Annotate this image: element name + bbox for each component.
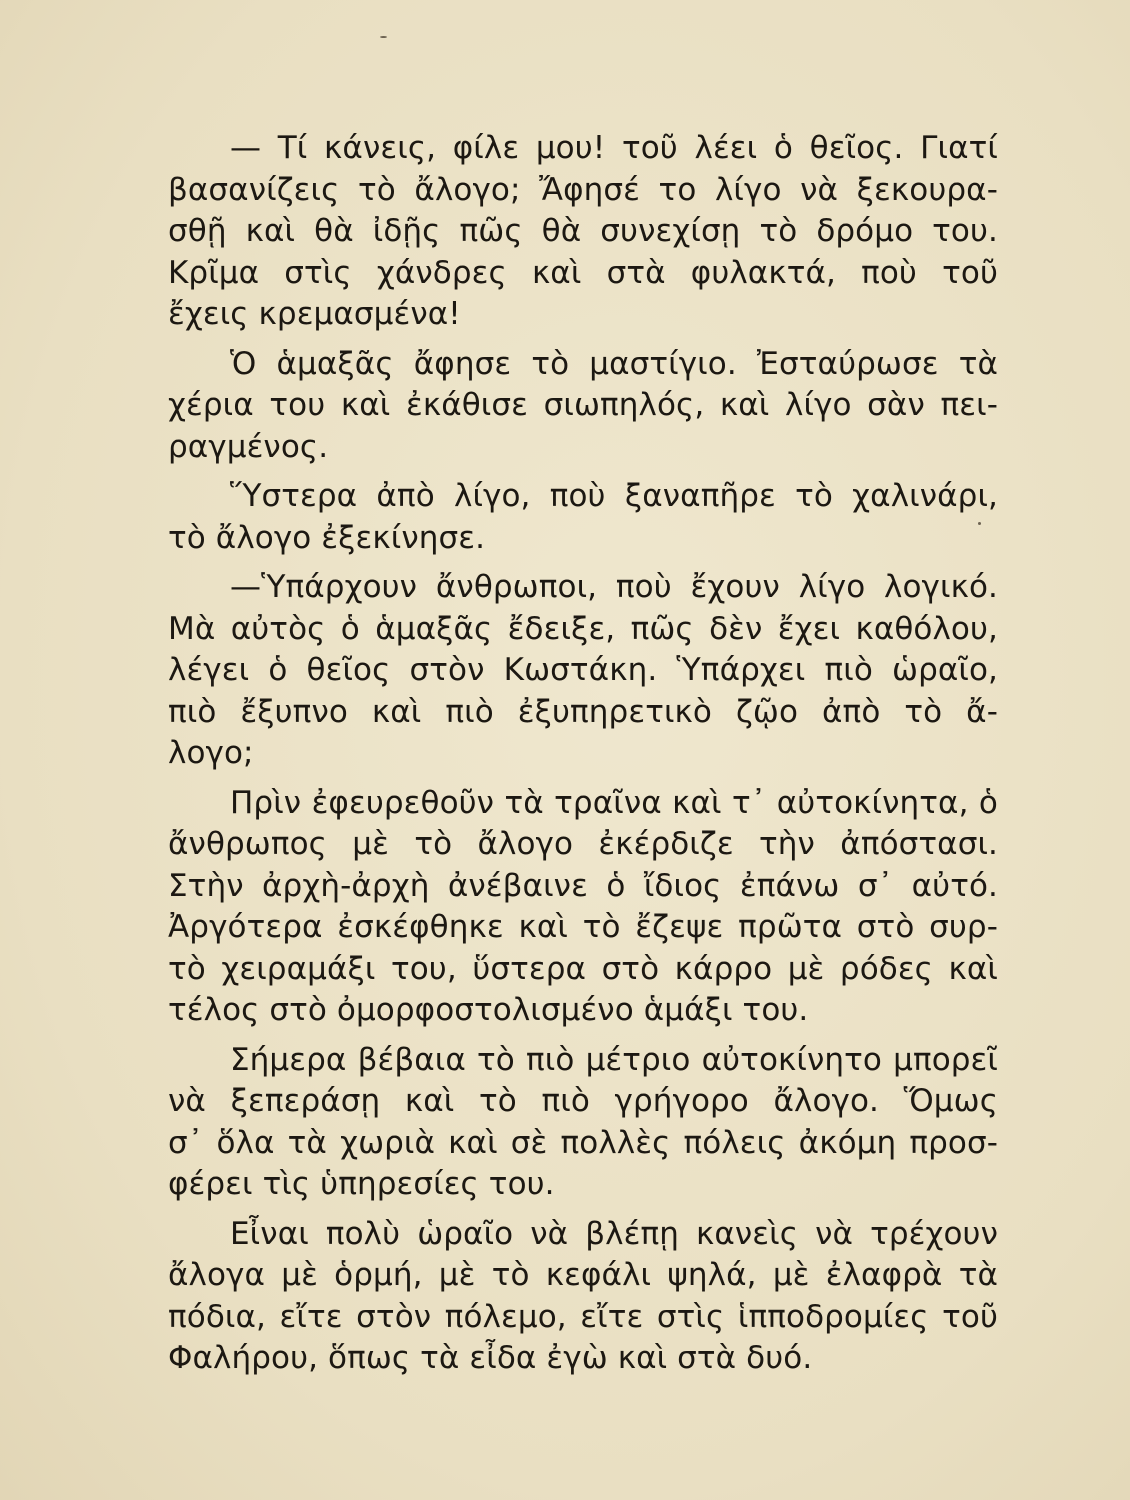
text-line: βασανίζεις τὸ ἄλογο; Ἄφησέ το λίγο νὰ ξεκουρα- [168, 171, 998, 208]
text-line: χέρια του καὶ ἐκάθισε σιωπηλός, καὶ λίγο σὰν πει- [168, 387, 998, 423]
text-line: Στὴν ἀρχὴ-ἀρχὴ ἀνέβαινε ὁ ἴδιος ἐπάνω σ᾽ αὐτό. [168, 867, 998, 904]
text-line: φέρει τὶς ὑπηρεσίες του. [168, 1166, 555, 1202]
text-line: τὸ ἄλογο ἐξεκίνησε. [168, 519, 486, 556]
text-line: πιὸ ἔξυπνο καὶ πιὸ ἐξυπηρετικὸ ζῷο ἀπὸ τὸ ἄ- [168, 693, 998, 730]
text-line: ἔχεις κρεμασμένα! [168, 296, 461, 332]
text-line: Μὰ αὐτὸς ὁ ἁμαξᾶς ἔδειξε, πῶς δὲν ἔχει καθόλου, [168, 610, 998, 647]
text-line: Ἀργότερα ἐσκέφθηκε καὶ τὸ ἔζεψε πρῶτα στὸ συρ- [168, 909, 998, 945]
paragraph [168, 567, 998, 775]
text-line: Πρὶν ἐφευρεθοῦν τὰ τραῖνα καὶ τ᾽ αὐτοκίνητα, ὁ [230, 784, 998, 821]
text-line: Ὕστερα ἀπὸ λίγο, ποὺ ξαναπῆρε τὸ χαλινάρι, [230, 478, 998, 514]
paragraph [168, 1040, 998, 1206]
text-line: νὰ ξεπεράσῃ καὶ τὸ πιὸ γρήγορο ἄλογο. Ὅμως [168, 1083, 998, 1119]
text-line: Κρῖμα στὶς χάνδρες καὶ στὰ φυλακτά, ποὺ τοῦ [168, 254, 998, 291]
paragraph [168, 476, 998, 559]
paragraph [168, 128, 998, 336]
text-line: σ᾽ ὅλα τὰ χωριὰ καὶ σὲ πολλὲς πόλεις ἀκόμη προσ- [168, 1124, 998, 1161]
text-line: ραγμένος. [168, 428, 329, 465]
text-line: τέλος στὸ ὀμορφοστολισμένο ἁμάξι του. [168, 992, 809, 1028]
text-line: —Ὑπάρχουν ἄνθρωποι, ποὺ ἔχουν λίγο λογικό. [230, 569, 998, 605]
ink-speck [380, 36, 387, 38]
text-line: πόδια, εἴτε στὸν πόλεμο, εἴτε στὶς ἱπποδρομίες τοῦ [168, 1298, 998, 1335]
text-line: — Τί κάνεις, φίλε μου! τοῦ λέει ὁ θεῖος. Γιατί [230, 130, 998, 166]
paragraph [168, 783, 998, 1032]
text-line: ἄνθρωπος μὲ τὸ ἄλογο ἐκέρδιζε τὴν ἀπόστασι. [168, 826, 998, 862]
text-line: Φαλήρου, ὅπως τὰ εἶδα ἐγὼ καὶ στὰ δυό. [168, 1340, 813, 1376]
text-line: λογο; [168, 735, 254, 771]
text-line: ἄλογα μὲ ὁρμή, μὲ τὸ κεφάλι ψηλά, μὲ ἐλαφρὰ τὰ [168, 1257, 998, 1293]
text-line: τὸ χειραμάξι του, ὕστερα στὸ κάρρο μὲ ρόδες καὶ [168, 950, 998, 987]
paragraph [168, 1214, 998, 1380]
paragraph [168, 344, 998, 469]
text-line: Εἶναι πολὺ ὡραῖο νὰ βλέπῃ κανεὶς νὰ τρέχουν [230, 1215, 998, 1252]
text-line: Σήμερα βέβαια τὸ πιὸ μέτριο αὐτοκίνητο μπορεῖ [230, 1041, 998, 1078]
text-line: Ὁ ἁμαξᾶς ἄφησε τὸ μαστίγιο. Ἐσταύρωσε τὰ [230, 345, 998, 382]
body-text [168, 128, 998, 1388]
text-line: λέγει ὁ θεῖος στὸν Κωστάκη. Ὑπάρχει πιὸ ὡραῖο, [168, 652, 998, 688]
text-line: σθῇ καὶ θὰ ἰδῇς πῶς θὰ συνεχίσῃ τὸ δρόμο του. [168, 213, 998, 249]
